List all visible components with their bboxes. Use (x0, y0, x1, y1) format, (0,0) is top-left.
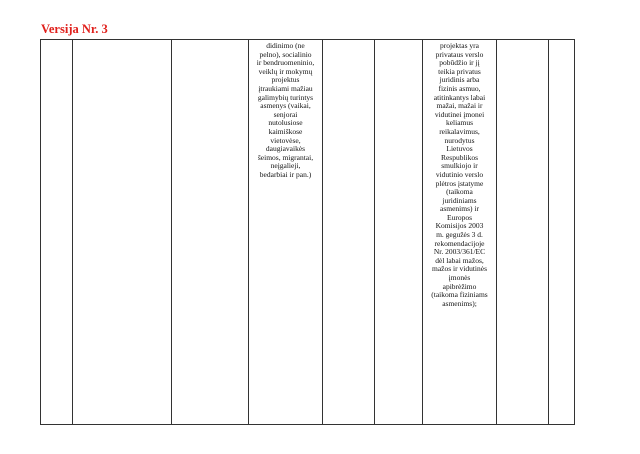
table-cell-text: projektas yra privataus verslo pobūdžio ir jį teikia privatus juridinis arba fizinis asmuo, atitinkantys labai mažai, mažai ir vidutinei įmonei keliamus reikalavimus, nurodytus Lietuvos Respublikos smulkiojo ir vidutinio verslo plėtros įstatyme (taikoma juridiniams asmenims) ir Europos Komisijos 2003 m. gegužės 3 d. rekomendacijoje Nr. 2003/361/EC dėl labai mažos, mažos ir vidutinės įmonės apibrėžimo (taikoma fiziniams asmenims); (431, 41, 488, 308)
table-grid (40, 39, 575, 425)
table-cell-text: didinimo (ne pelno), socialinio ir bendruomeninio, veiklų ir mokymų projektus įtraukiami mažiau galimybių turintys asmenys (vaikai, senjorai nutolusiose kaimiškose vietovėse, daugiavaikės šeimos, migrantai, neįgalieji, bedarbiai ir pan.) (256, 41, 315, 179)
column-divider (322, 40, 323, 424)
column-divider (548, 40, 549, 424)
column-divider (171, 40, 172, 424)
column-divider (72, 40, 73, 424)
version-label: Versija Nr. 3 (41, 22, 108, 36)
column-divider (496, 40, 497, 424)
column-divider (374, 40, 375, 424)
